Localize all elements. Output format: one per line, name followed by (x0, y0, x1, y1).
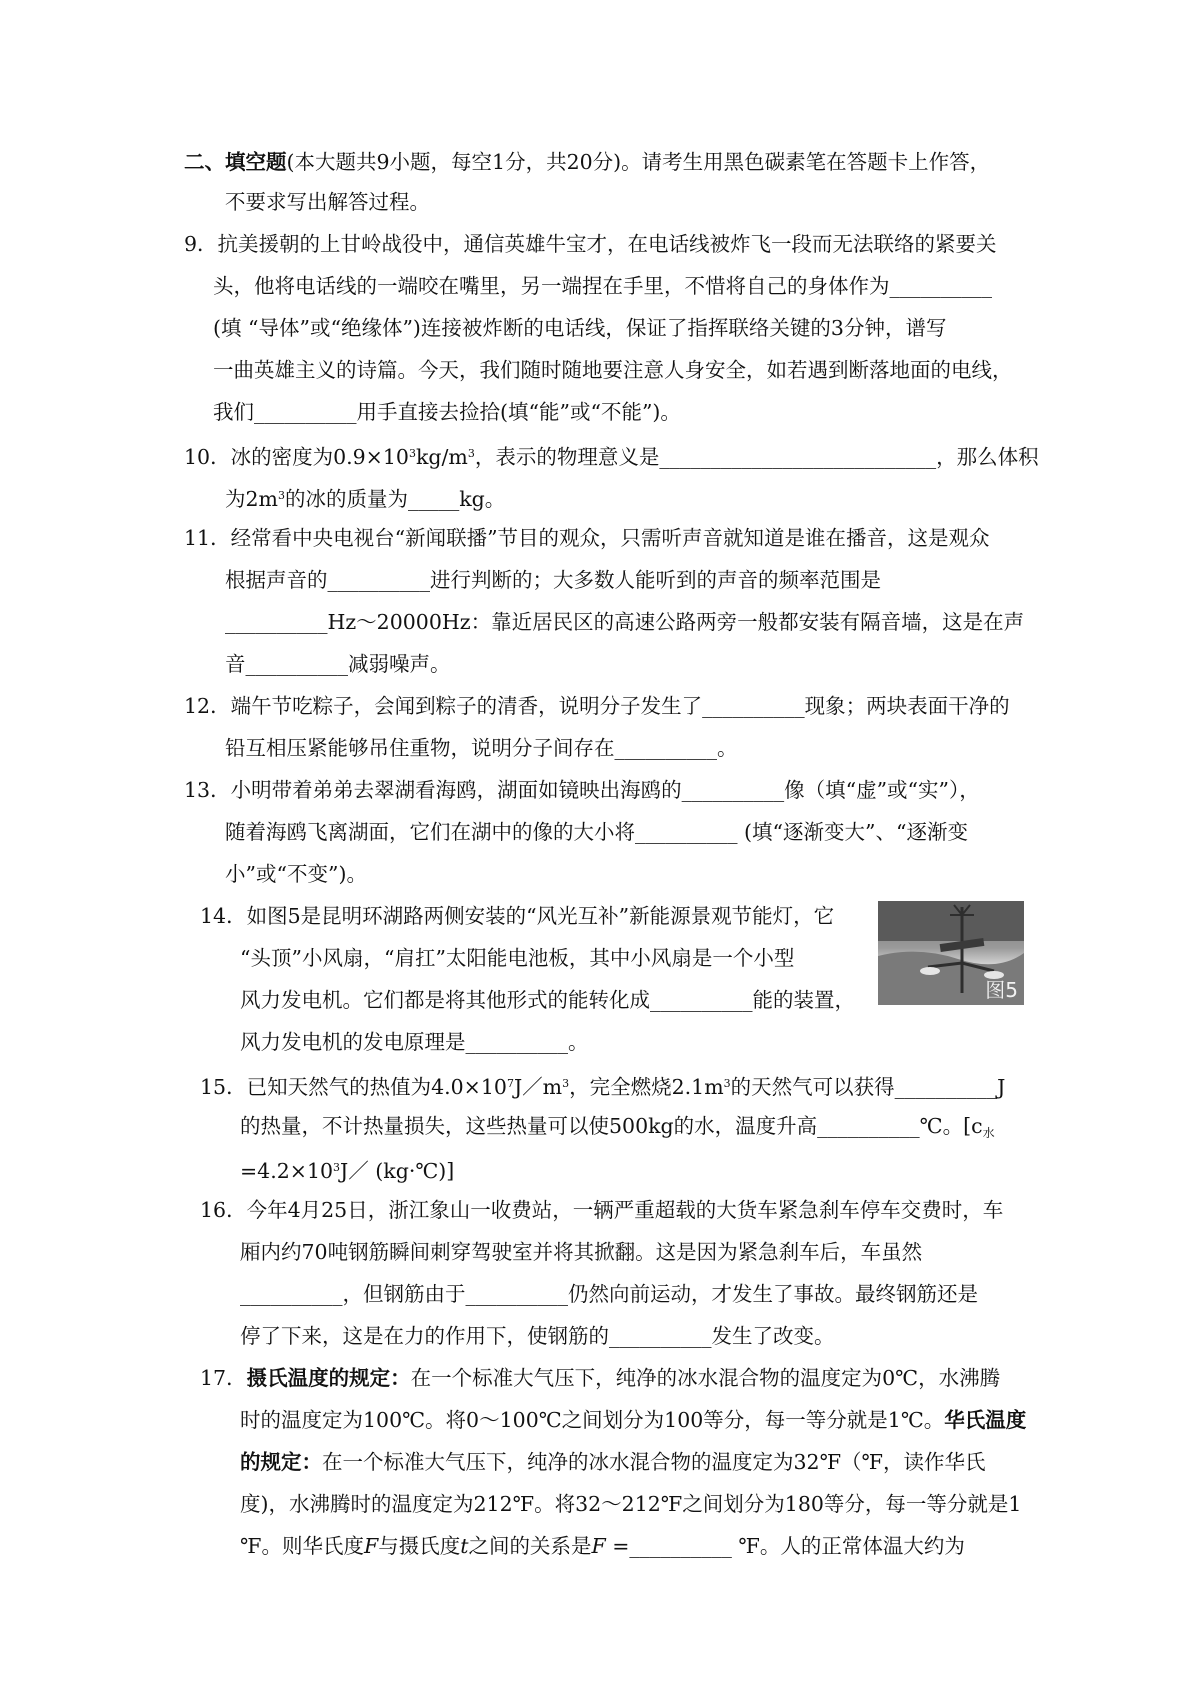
q17-celsius-title: 摄氏温度的规定： (246, 1366, 411, 1390)
q17-text-a: 在一个标准大气压下，纯净的冰水混合物的温度定为0℃，水沸腾 (410, 1366, 1001, 1390)
q17-fahrenheit-title-cont: 的规定： (240, 1450, 322, 1474)
q10-text-b: kg/m (415, 445, 468, 469)
q15-sup-d: 3 (333, 1161, 341, 1174)
q16-line-4: 停了下来，这是在力的作用下，使钢筋的__________发生了改变。 (240, 1324, 835, 1348)
q10-line-1 (184, 440, 1039, 471)
q17-text-b: 时的温度定为100℃。将0～100℃之间划分为100等分，每一等分就是1℃。 (240, 1408, 945, 1432)
q9-line-3: (填 “导体”或“绝缘体”)连接被炸断的电话线，保证了指挥联络关键的3分钟，谱写 (213, 316, 947, 340)
q12-line-2: 铅互相压紧能够吊住重物，说明分子间存在__________。 (225, 736, 738, 760)
q17-text-g: =__________ ℉。人的正常体温大约为 (605, 1534, 965, 1558)
q13-line-3: 小”或“不变”)。 (225, 862, 367, 886)
q15-text-d: 的天然气可以获得__________J (730, 1075, 1006, 1099)
q17-line-4: 度)，水沸腾时的温度定为212℉。将32～212℉之间划分为180等分，每一等分就是1 (240, 1492, 1022, 1516)
q17-line-2 (240, 1406, 1026, 1434)
figure-5-photo (878, 901, 1024, 1005)
q10-text-e: 的冰的质量为_____kg。 (284, 487, 506, 511)
q17-fahrenheit-title: 华氏温度 (944, 1408, 1027, 1432)
q9-line-2: 头，他将电话线的一端咬在嘴里，另一端捏在手里，不惜将自己的身体作为__________ (213, 274, 992, 298)
q16-line-2: 厢内约70吨钢筋瞬间刺穿驾驶室并将其掀翻。这是因为紧急刹车后，车虽然 (240, 1240, 923, 1264)
q17-line-3 (240, 1448, 986, 1476)
q14-line-3: 风力发电机。它们都是将其他形式的能转化成__________能的装置， (240, 988, 855, 1012)
q10-sup-b: 3 (467, 447, 475, 460)
q15-line-1 (200, 1070, 1005, 1101)
q10-text-d: 为2m (225, 487, 278, 511)
q12-line-1: 12．端午节吃粽子，会闻到粽子的清香，说明分子发生了__________现象；两块表面干净的 (184, 694, 1010, 718)
q11-line-2: 根据声音的__________进行判断的；大多数人能听到的声音的频率范围是 (225, 568, 881, 592)
q17-text-d: ℉。则华氏度 (240, 1534, 364, 1558)
q15-text-e: 的热量，不计热量损失，这些热量可以使500kg的水，温度升高__________℃。[c (240, 1114, 983, 1138)
section-intro: (本大题共9小题，每空1分，共20分)。请考生用黑色碳素笔在答题卡上作答， (286, 150, 991, 174)
q17-text-e: 与摄氏度 (378, 1534, 461, 1558)
q15-sup-b: 3 (562, 1077, 570, 1090)
q11-line-3: __________Hz～20000Hz：靠近居民区的高速公路两旁一般都安装有隔音墙，这是在声 (225, 610, 1025, 634)
q15-text-g: J／ (kg·℃)] (340, 1159, 455, 1183)
q17-line-1 (200, 1364, 1000, 1392)
q15-text-f: =4.2×10 (240, 1159, 334, 1183)
q10-line-2 (225, 482, 505, 513)
q10-text-c: ，表示的物理意义是___________________________，那么体积 (474, 445, 1039, 469)
q17-var-f2: F (591, 1534, 606, 1558)
q15-sub-water: 水 (982, 1126, 995, 1140)
section-intro-cont: 不要求写出解答过程。 (225, 190, 430, 214)
q15-text-c: ，完全燃烧2.1m (569, 1075, 724, 1099)
q16-line-3: __________，但钢筋由于__________仍然向前运动，才发生了事故。最终钢筋还是 (240, 1282, 978, 1306)
q13-line-2: 随着海鸥飞离湖面，它们在湖中的像的大小将__________ (填“逐渐变大”、“逐渐变 (225, 820, 968, 844)
q14-line-1: 14．如图5是昆明环湖路两侧安装的“风光互补”新能源景观节能灯，它 (200, 904, 835, 928)
q17-var-t: t (460, 1534, 469, 1558)
section-title: 二、填空题 (184, 150, 287, 174)
q17-var-f: F (363, 1534, 379, 1558)
q15-text-b: J／m (513, 1075, 563, 1099)
q11-line-4: 音__________减弱噪声。 (225, 652, 451, 676)
q9-line-5: 我们__________用手直接去捡拾(填“能”或“不能”)。 (213, 400, 681, 424)
q17-text-f: 之间的关系是 (468, 1534, 592, 1558)
q15-sup-a: 7 (506, 1077, 514, 1090)
q14-line-2: “头顶”小风扇，“肩扛”太阳能电池板，其中小风扇是一个小型 (240, 946, 795, 970)
q10-sup-a: 3 (408, 447, 416, 460)
q11-line-1: 11．经常看中央电视台“新闻联播”节目的观众，只需听声音就知道是谁在播音，这是观众 (184, 526, 990, 550)
q14-line-4: 风力发电机的发电原理是__________。 (240, 1030, 589, 1054)
q17-text-c: 在一个标准大气压下，纯净的冰水混合物的温度定为32℉（℉，读作华氏 (322, 1450, 986, 1474)
q13-line-1: 13．小明带着弟弟去翠湖看海鸥，湖面如镜映出海鸥的__________像（填“虚”或“实”）， (184, 778, 980, 802)
q10-sup-c: 3 (277, 489, 285, 502)
q17-number: 17． (200, 1366, 247, 1390)
q15-sup-c: 3 (723, 1077, 731, 1090)
q10-text-a: 10．冰的密度为0.9×10 (184, 445, 409, 469)
q9-line-4: 一曲英雄主义的诗篇。今天，我们随时随地要注意人身安全，如若遇到断落地面的电线， (213, 358, 1013, 382)
q16-line-1: 16．今年4月25日，浙江象山一收费站，一辆严重超载的大货车紧急刹车停车交费时，车 (200, 1198, 1004, 1222)
q15-text-a: 15．已知天然气的热值为4.0×10 (200, 1075, 507, 1099)
q15-line-3 (240, 1154, 454, 1185)
q15-line-2 (240, 1112, 995, 1147)
q17-line-5 (240, 1532, 965, 1560)
q9-line-1: 9．抗美援朝的上甘岭战役中，通信英雄牛宝才，在电话线被炸飞一段而无法联络的紧要关 (184, 232, 997, 256)
figure-caption: 图5 (985, 978, 1018, 1002)
section-heading (184, 148, 990, 176)
